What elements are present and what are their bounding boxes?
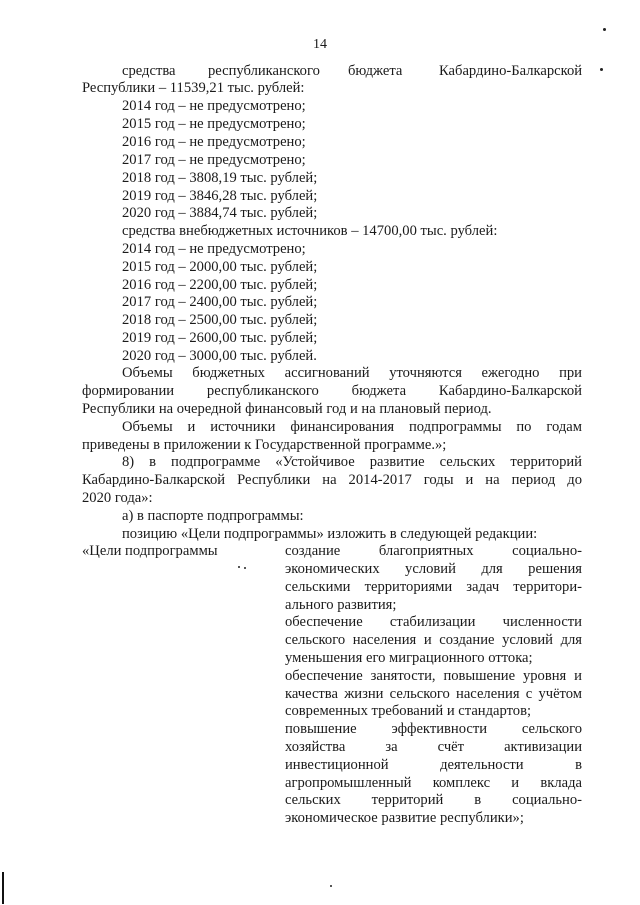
table-line: обеспечение занятости, повышение уровня и bbox=[285, 668, 582, 684]
scan-speck bbox=[330, 885, 332, 887]
text-line: приведены в приложении к Государственной программе.»; bbox=[82, 437, 447, 453]
text-line: формировании республиканского бюджета Кабардино-Балкарской bbox=[82, 383, 582, 399]
scan-speck bbox=[244, 567, 246, 569]
text-line: а) в паспорте подпрограммы: bbox=[122, 508, 304, 524]
text-line: 2018 год – 2500,00 тыс. рублей; bbox=[122, 312, 318, 328]
table-line: агропромышленный комплекс и вклада bbox=[285, 775, 582, 791]
text-line: 2019 год – 3846,28 тыс. рублей; bbox=[122, 188, 318, 204]
table-line: уменьшения его миграционного оттока; bbox=[285, 650, 533, 666]
scan-speck bbox=[600, 68, 603, 71]
word: средства bbox=[122, 63, 176, 79]
table-line: качества жизни сельского населения с учётом bbox=[285, 686, 582, 702]
table-line: инвестиционной деятельности в bbox=[285, 757, 582, 773]
page-number: 14 bbox=[313, 37, 327, 52]
table-line: современных требований и стандартов; bbox=[285, 703, 532, 719]
text-line: 2015 год – 2000,00 тыс. рублей; bbox=[122, 259, 318, 275]
table-line: обеспечение стабилизации численности bbox=[285, 614, 582, 630]
table-line: сельского населения и создание условий для bbox=[285, 632, 582, 648]
table-line: ального развития; bbox=[285, 597, 397, 613]
table-line: повышение эффективности сельского bbox=[285, 721, 582, 737]
text-line: 2015 год – не предусмотрено; bbox=[122, 116, 306, 132]
text-line: 2020 год – 3000,00 тыс. рублей. bbox=[122, 348, 317, 364]
text-line: 2020 года»: bbox=[82, 490, 153, 506]
word: Кабардино-Балкарской bbox=[439, 63, 583, 79]
table-line: сельских территорий в социально- bbox=[285, 792, 582, 808]
text-line: 2014 год – не предусмотрено; bbox=[122, 98, 306, 114]
scan-edge-mark bbox=[2, 872, 4, 904]
table-line: экономических условий для решения bbox=[285, 561, 582, 577]
scan-speck bbox=[238, 566, 240, 568]
text-line: 2020 год – 3884,74 тыс. рублей; bbox=[122, 205, 318, 221]
text-line: 2014 год – не предусмотрено; bbox=[122, 241, 306, 257]
text-line: позицию «Цели подпрограммы» изложить в следующей редакции: bbox=[122, 526, 538, 542]
text-line: Объемы бюджетных ассигнований уточняются ежегодно при bbox=[122, 365, 582, 381]
table-line: экономическое развитие республики»; bbox=[285, 810, 524, 826]
text-line: 2017 год – не предусмотрено; bbox=[122, 152, 306, 168]
word: республиканского bbox=[208, 63, 320, 79]
table-line: сельскими территориями задач территори- bbox=[285, 579, 582, 595]
table-left-label: «Цели подпрограммы bbox=[82, 543, 218, 559]
scan-speck bbox=[603, 28, 606, 31]
text-line: Объемы и источники финансирования подпрограммы по годам bbox=[122, 419, 582, 435]
text-line: 8) в подпрограмме «Устойчивое развитие сельских территорий bbox=[122, 454, 582, 470]
text-line: 2017 год – 2400,00 тыс. рублей; bbox=[122, 294, 318, 310]
text-line: 2016 год – не предусмотрено; bbox=[122, 134, 306, 150]
text-line: 2018 год – 3808,19 тыс. рублей; bbox=[122, 170, 318, 186]
table-line: создание благоприятных социально- bbox=[285, 543, 582, 559]
text-line: Республики на очередной финансовый год и на плановый период. bbox=[82, 401, 492, 417]
word: бюджета bbox=[348, 63, 403, 79]
table-line: хозяйства за счёт активизации bbox=[285, 739, 582, 755]
text-line: 2019 год – 2600,00 тыс. рублей; bbox=[122, 330, 318, 346]
text-line: Кабардино-Балкарской Республики на 2014-2017 годы и на период до bbox=[82, 472, 582, 488]
text-line: Республики – 11539,21 тыс. рублей: bbox=[82, 80, 305, 96]
text-line: средства внебюджетных источников – 14700,00 тыс. рублей: bbox=[122, 223, 498, 239]
text-line: 2016 год – 2200,00 тыс. рублей; bbox=[122, 277, 318, 293]
